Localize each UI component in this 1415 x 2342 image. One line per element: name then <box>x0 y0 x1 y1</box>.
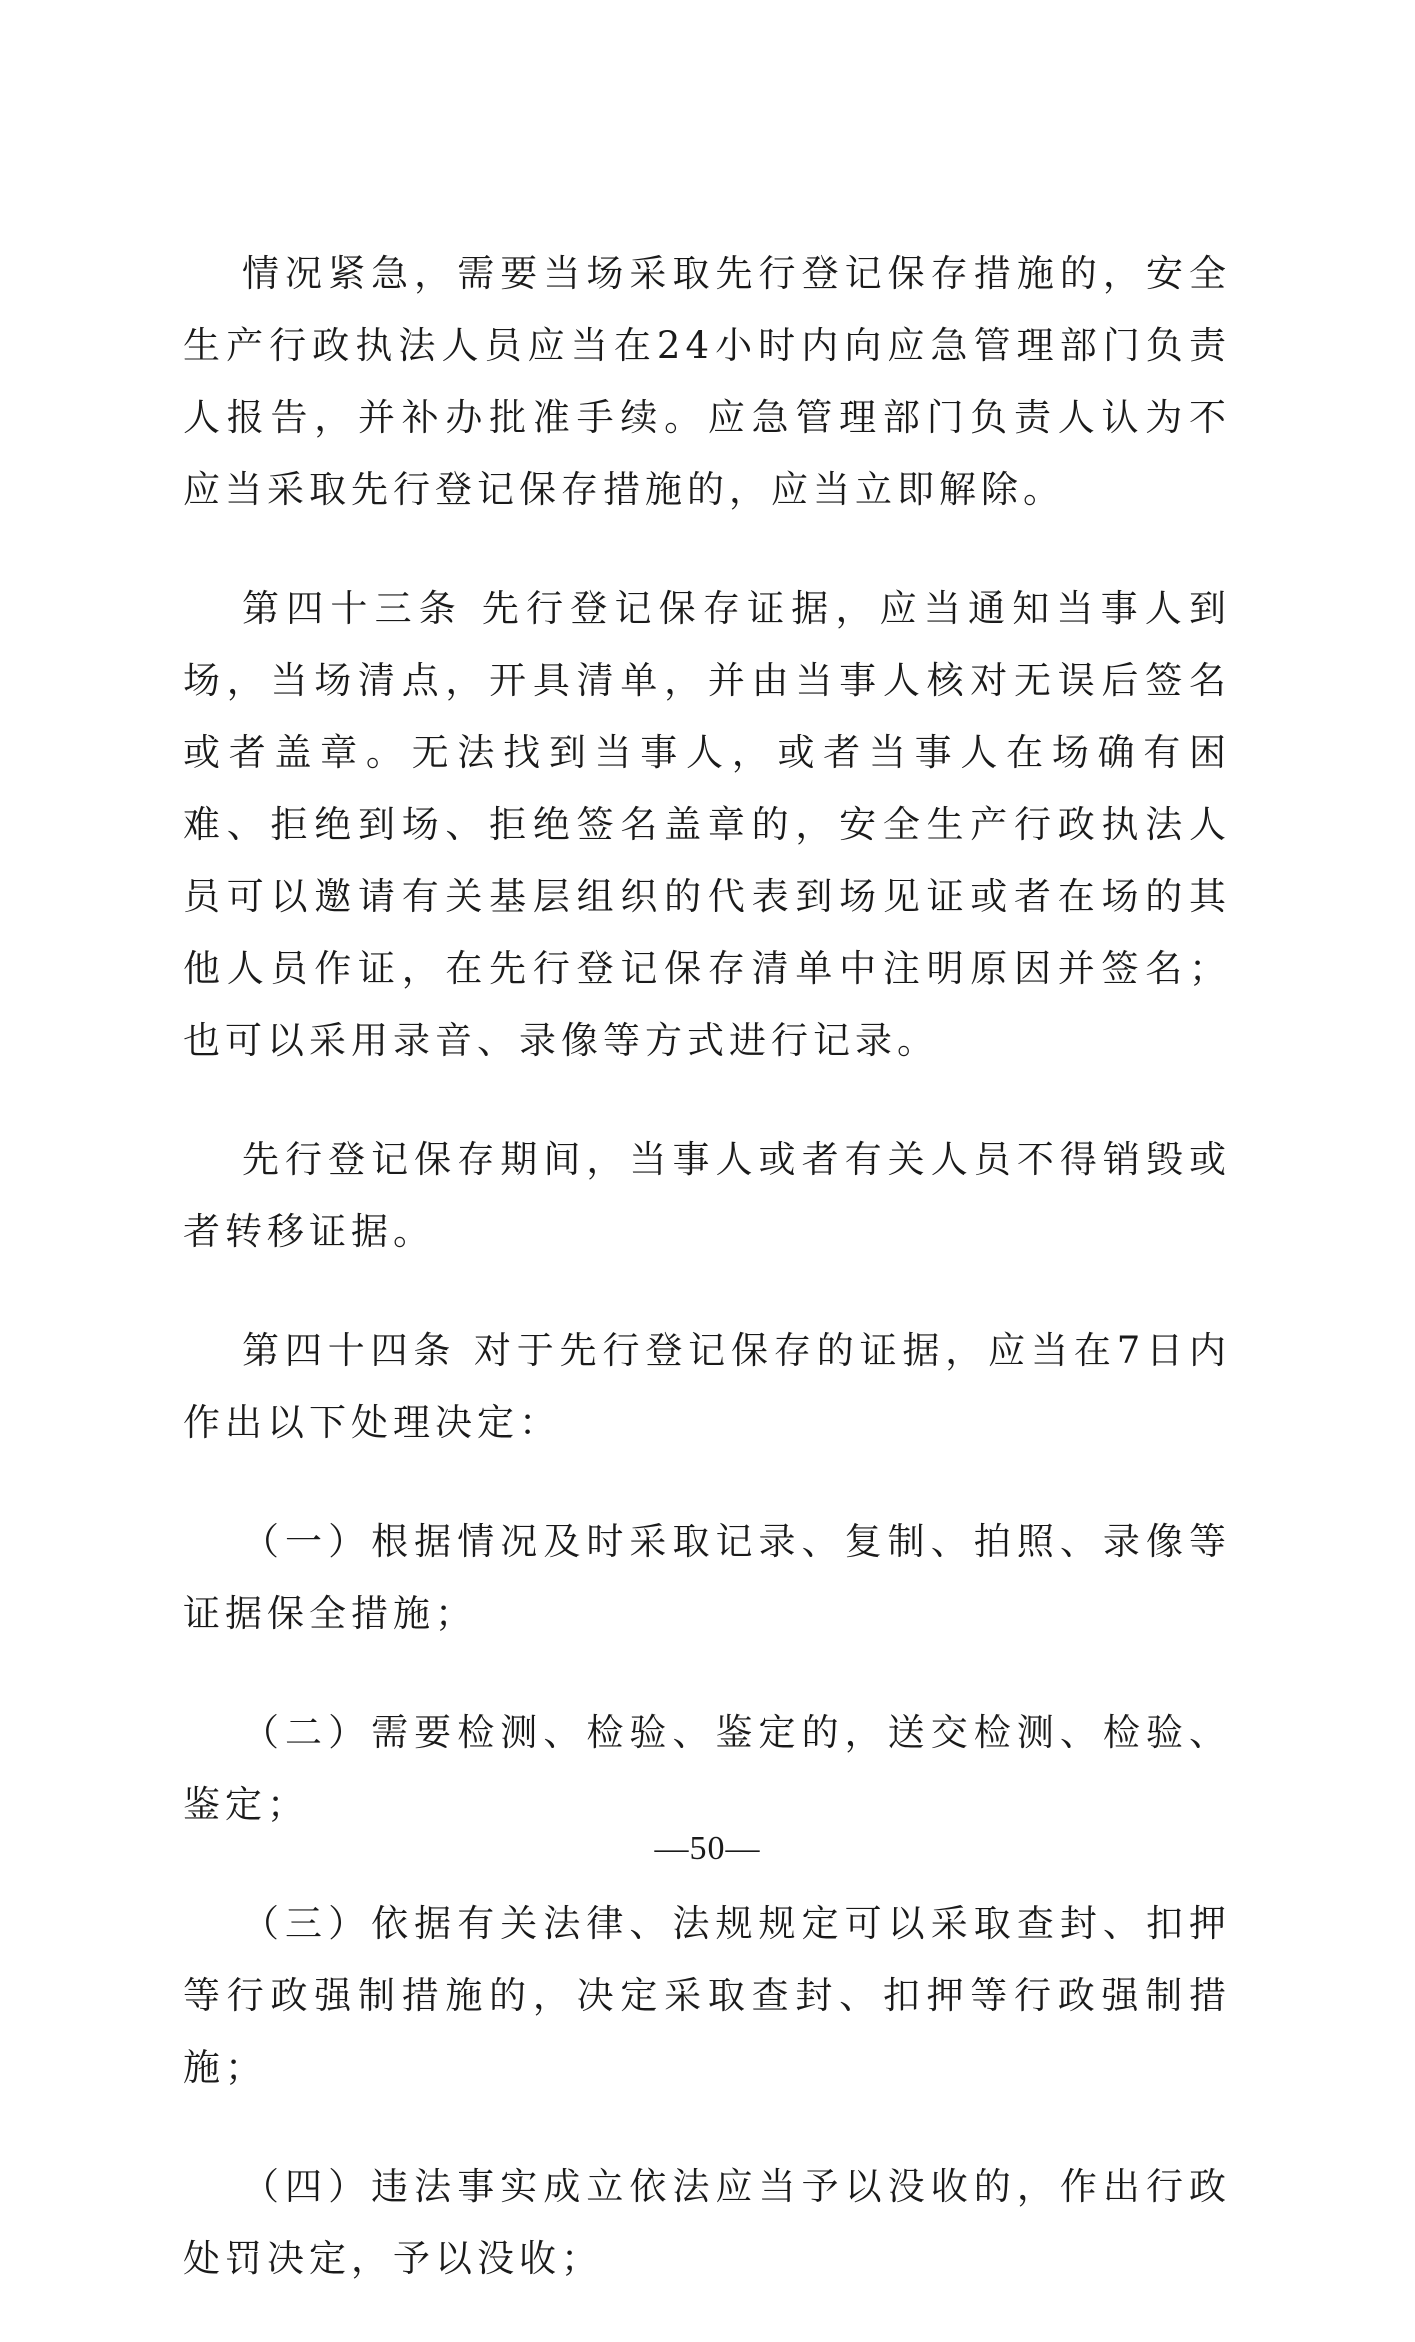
page-number: —50— <box>654 1830 761 1867</box>
paragraph-item-3: （三）依据有关法律、法规规定可以采取查封、扣押等行政强制措施的，决定采取查封、扣押等行政强制措施； <box>183 1902 1231 2089</box>
paragraph-item-4: （四）违法事实成立依法应当予以没收的，作出行政处罚决定，予以没收； <box>183 2165 1231 2280</box>
paragraph-item-1: （一）根据情况及时采取记录、复制、拍照、录像等证据保全措施； <box>183 1520 1231 1635</box>
paragraph-article-44: 第四十四条 对于先行登记保存的证据，应当在7日内作出以下处理决定： <box>183 1329 1231 1444</box>
paragraph-article-43: 第四十三条 先行登记保存证据，应当通知当事人到场，当场清点，开具清单，并由当事人核对无误后签名或者盖章。无法找到当事人，或者当事人在场确有困难、拒绝到场、拒绝签名盖章的，安全生产行政执法人员可以邀请有关基层组织的代表到场见证或者在场的其他人员作证，在先行登记保存清单中注明原因并签名；也可以采用录音、录像等方式进行记录。 <box>183 587 1231 1062</box>
paragraph-emergency-registration: 情况紧急，需要当场采取先行登记保存措施的，安全生产行政执法人员应当在24小时内向应急管理部门负责人报告，并补办批准手续。应急管理部门负责人认为不应当采取先行登记保存措施的，应当立即解除。 <box>183 252 1231 511</box>
paragraph-preservation-period: 先行登记保存期间，当事人或者有关人员不得销毁或者转移证据。 <box>183 1138 1231 1253</box>
body-text <box>183 238 1231 2342</box>
paragraph-item-2: （二）需要检测、检验、鉴定的，送交检测、检验、鉴定； <box>183 1711 1231 1826</box>
